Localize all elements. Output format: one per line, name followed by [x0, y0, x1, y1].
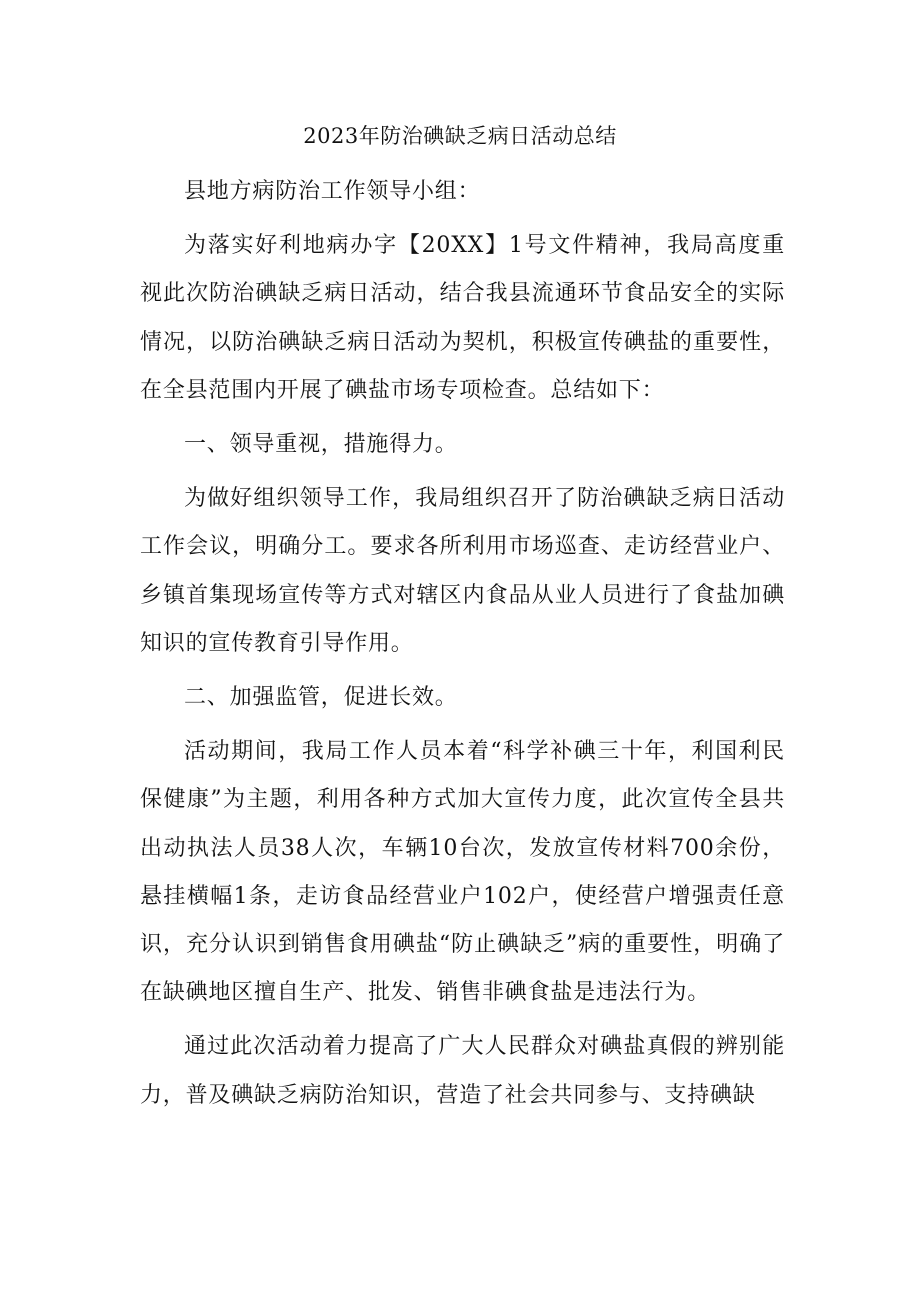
salutation: 县地方病防治工作领导小组： — [184, 179, 481, 204]
section-heading-1: 一、领导重视，措施得力。 — [184, 432, 458, 458]
document-body — [140, 168, 785, 1120]
paragraph-activities: 活动期间，我局工作人员本着“科学补碘三十年，利国利民保健康”为主题，利用各种方式加大宣传力度，此次宣传全县共出动执法人员38人次，车辆10台次，发放宣传材料700余份，悬挂横幅1条，走访食品经营业户102户，使经营户增强责任意识，充分认识到销售食用碘盐“防止碘缺乏”病的重要性，明确了在缺碘地区擅自生产、批发、销售非碘食盐是违法行为。 — [140, 739, 785, 1006]
document-title: 2023年防治碘缺乏病日活动总结 — [303, 124, 617, 148]
paragraph-organization: 为做好组织领导工作，我局组织召开了防治碘缺乏病日活动工作会议，明确分工。要求各所利用市场巡查、走访经营业户、乡镇首集现场宣传等方式对辖区内食品从业人员进行了食盐加碘知识的宣传教育引导作用。 — [140, 486, 785, 656]
section-heading-2: 二、加强监管，促进长效。 — [184, 685, 458, 711]
paragraph-intro: 为落实好利地病办字【20XX】1号文件精神，我局高度重视此次防治碘缺乏病日活动，结合我县流通环节食品安全的实际情况，以防治碘缺乏病日活动为契机，积极宣传碘盐的重要性，在全县范围内开展了碘盐市场专项检查。总结如下： — [140, 233, 785, 403]
paragraph-results: 通过此次活动着力提高了广大人民群众对碘盐真假的辨别能力，普及碘缺乏病防治知识，营造了社会共同参与、支持碘缺 — [140, 1034, 785, 1108]
